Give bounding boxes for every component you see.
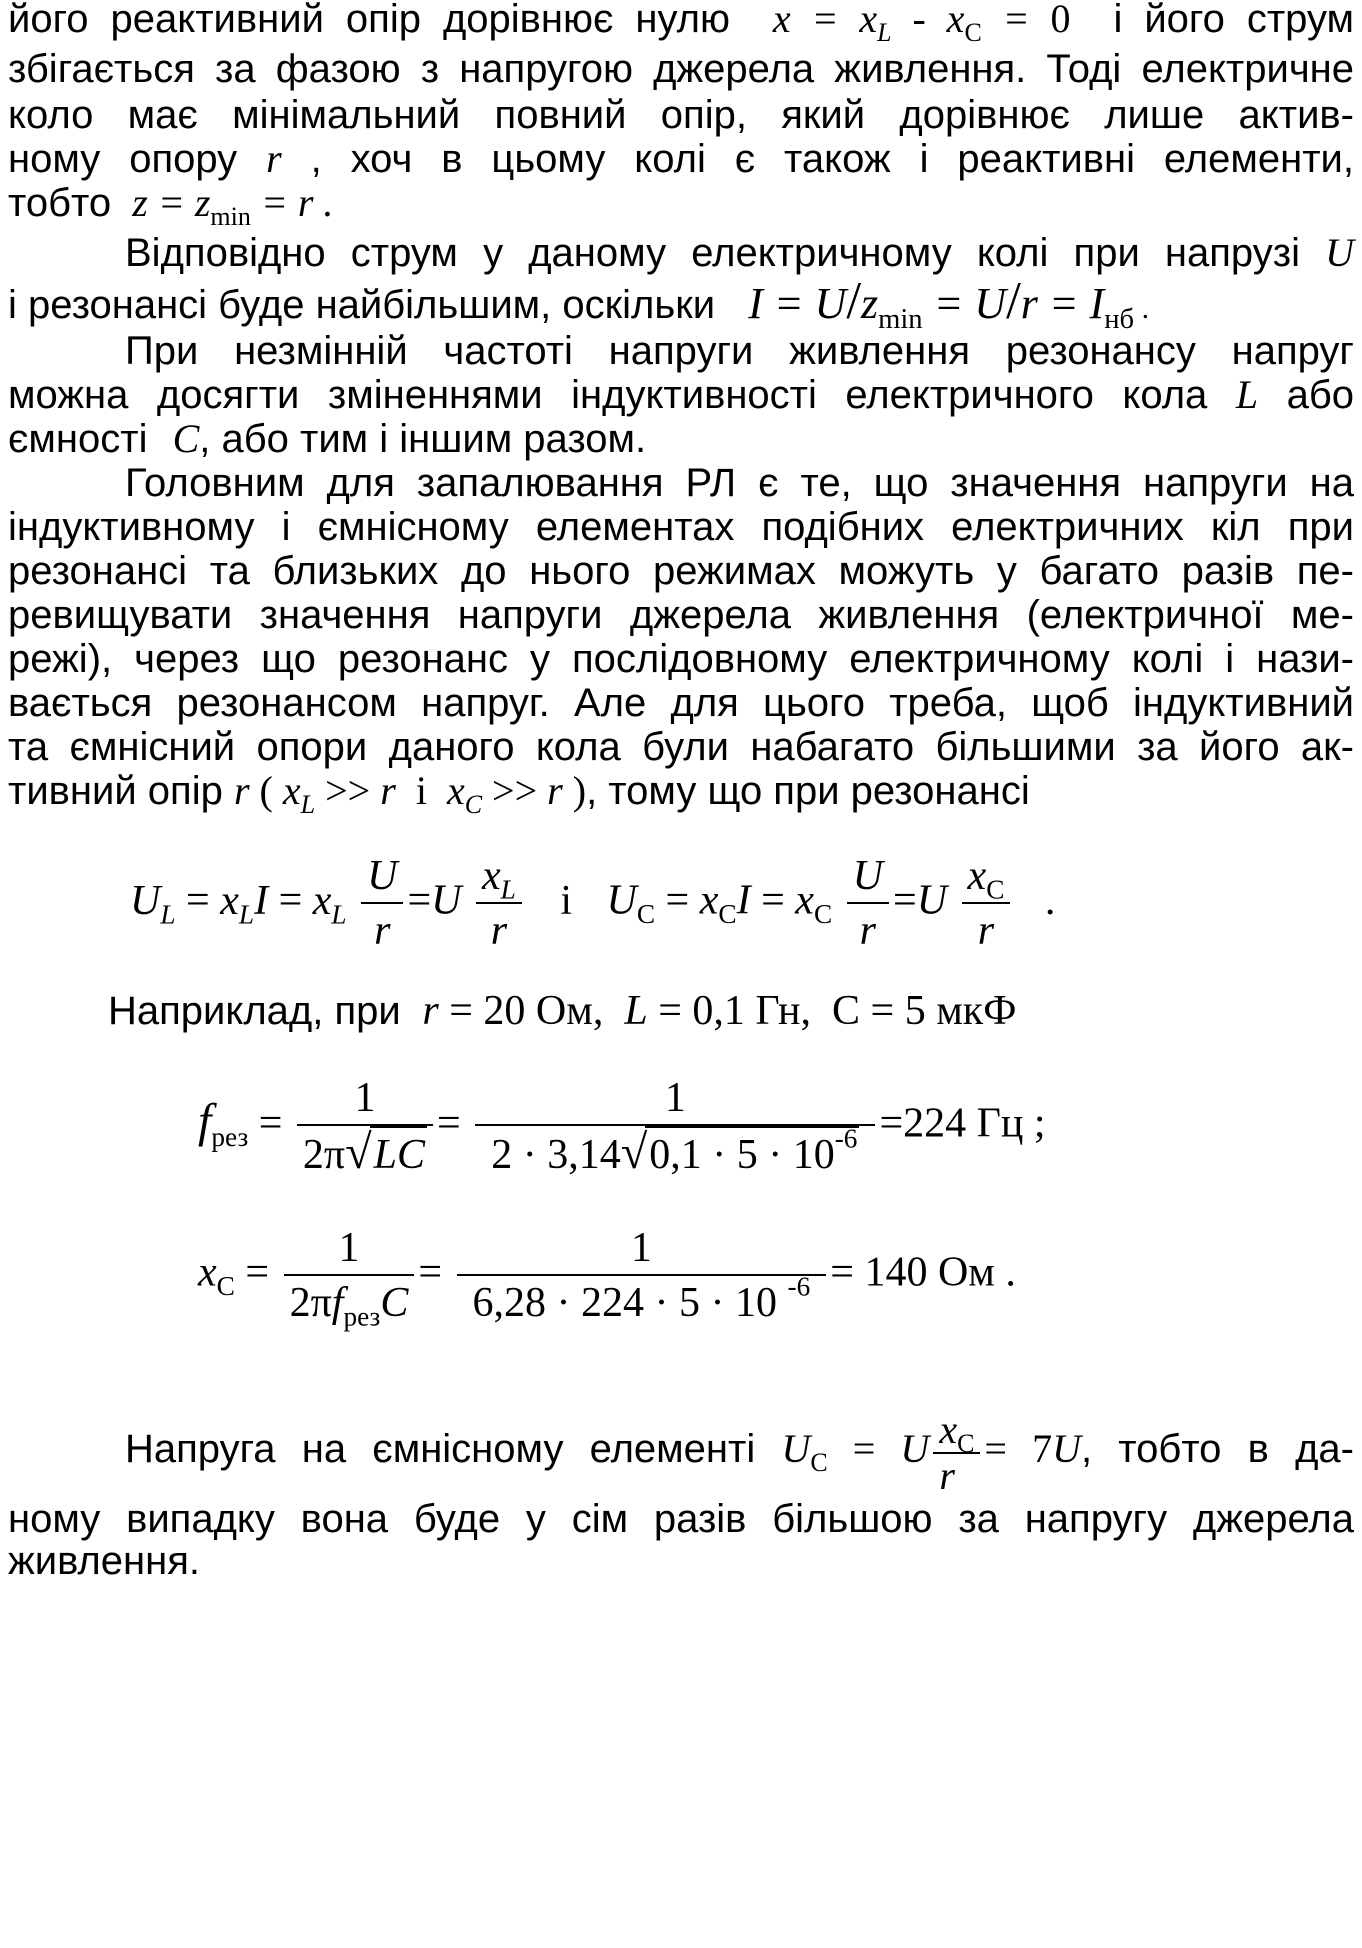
text: можна досягти зміненнями індуктивності електричного кола [8, 373, 1208, 417]
p2-line-1 [125, 228, 1354, 278]
result: = 140 Ом . [830, 1249, 1016, 1296]
equation-UL-UC: $U_L = x_LI = x_L$ $\frac{U}{r}$ =U $\frac{x_L}{r}$ і $U_C = x_CI = x_C$ $\frac{U}{r}$ =U $\frac{x_C}{r}$ . [130, 850, 1055, 958]
p4-line-7: та ємнісний опори даного кола були набагато більшими за його ак- [8, 725, 1354, 769]
p1-line-5 [8, 178, 1354, 232]
p4-line-2: індуктивному і ємнісному елементах подібних електричних кіл при [8, 505, 1354, 549]
text: тобто [8, 181, 112, 225]
var-L: L [1235, 372, 1259, 417]
p5-line-3: живлення. [8, 1539, 200, 1583]
p4-line-1: Головним для запалювання РЛ є те, що значення напруги на [125, 461, 1354, 505]
text: ному опору [8, 137, 238, 181]
text: Напруга на ємнісному елементі [125, 1427, 756, 1471]
p4-line-3: резонансі та близьких до нього режимах можуть у багато разів пе- [8, 549, 1354, 593]
var-U: U [1325, 230, 1354, 275]
formula-x-zero: $x = x_L - x_C = 0$ [751, 0, 1071, 48]
text: , хоч в цьому колі є також і реактивні елементи, [310, 137, 1354, 181]
p1-line-3: коло має мінімальний повний опір, який дорівнює лише актив- [8, 93, 1354, 137]
conjunction: і [560, 877, 572, 924]
equation-xC: $x_C$ = $\frac{1}{2\pi f_{рез}C}$ = $\frac{1}{6,28 \cdot 224 \cdot 5 \cdot 10 ^{-6}}$ = 140 Ом . [198, 1225, 1016, 1332]
text: , тому що при резонансі [586, 769, 1030, 813]
p4-line-5: режі), через що резонанс у послідовному електричному колі і нази- [8, 637, 1354, 681]
p4-line-6: вається резонансом напруг. Але для цього треба, щоб індуктивний [8, 681, 1354, 725]
example-values: r = 20 Ом, L = 0,1 Гн, C = 5 мкФ [411, 988, 1017, 1034]
formula-condition: r ( $x_L >> r$ і $x_C >> r$ ) [233, 768, 587, 820]
formula-I-max: $I = U/z_{min} = U/r = I_{нб}$ . [726, 272, 1150, 335]
p3-line-3 [8, 414, 1354, 464]
text: його реактивний опір дорівнює нулю [8, 0, 730, 41]
text: і його струм [1113, 0, 1355, 41]
p4-line-4: ревищувати значення напруги джерела живлення (електричної ме- [8, 593, 1354, 637]
text: , або тим і іншим разом. [199, 417, 647, 461]
text: тивний опір [8, 769, 223, 813]
p3-line-2 [8, 370, 1354, 420]
result: =224 Гц ; [879, 1100, 1046, 1147]
var-C: C [172, 416, 200, 461]
example-line [108, 986, 1308, 1036]
p1-line-1 [8, 0, 1355, 48]
p5-line-2: ному випадку вона буде у сім разів більшою за напругу джерела [8, 1497, 1354, 1541]
formula-UC-7U: $U_C = U$ $\frac{x_C}{r}$ = 7U [781, 1406, 1081, 1498]
text: Наприклад, при [108, 989, 401, 1033]
p3-line-1: При незмінній частоті напруги живлення резонансу напруг [125, 329, 1354, 373]
text: , тобто в да- [1080, 1427, 1354, 1471]
text: Відповідно струм у даному електричному колі при напрузі [125, 231, 1300, 275]
var-r: r [266, 136, 282, 181]
p1-line-2: збігається за фазою з напругою джерела живлення. Тоді електричне [8, 47, 1354, 91]
p5-line-1 [125, 1404, 1354, 1498]
text: і резонансі буде найбільшим, оскільки [8, 283, 716, 327]
p1-line-4 [8, 134, 1354, 184]
text: або [1286, 373, 1354, 417]
p4-line-8 [8, 766, 1354, 820]
text: ємності [8, 417, 148, 461]
equation-f-res: $f_{рез}$ = $\frac{1}{2\pi√LC}$ = $\frac{1}{2 \cdot 3,14√0,1 \cdot 5 \cdot 10^{-6}}$ =224 Гц ; [198, 1072, 1046, 1182]
formula-z-min: $z = z_{min} = r$ . [122, 180, 334, 232]
